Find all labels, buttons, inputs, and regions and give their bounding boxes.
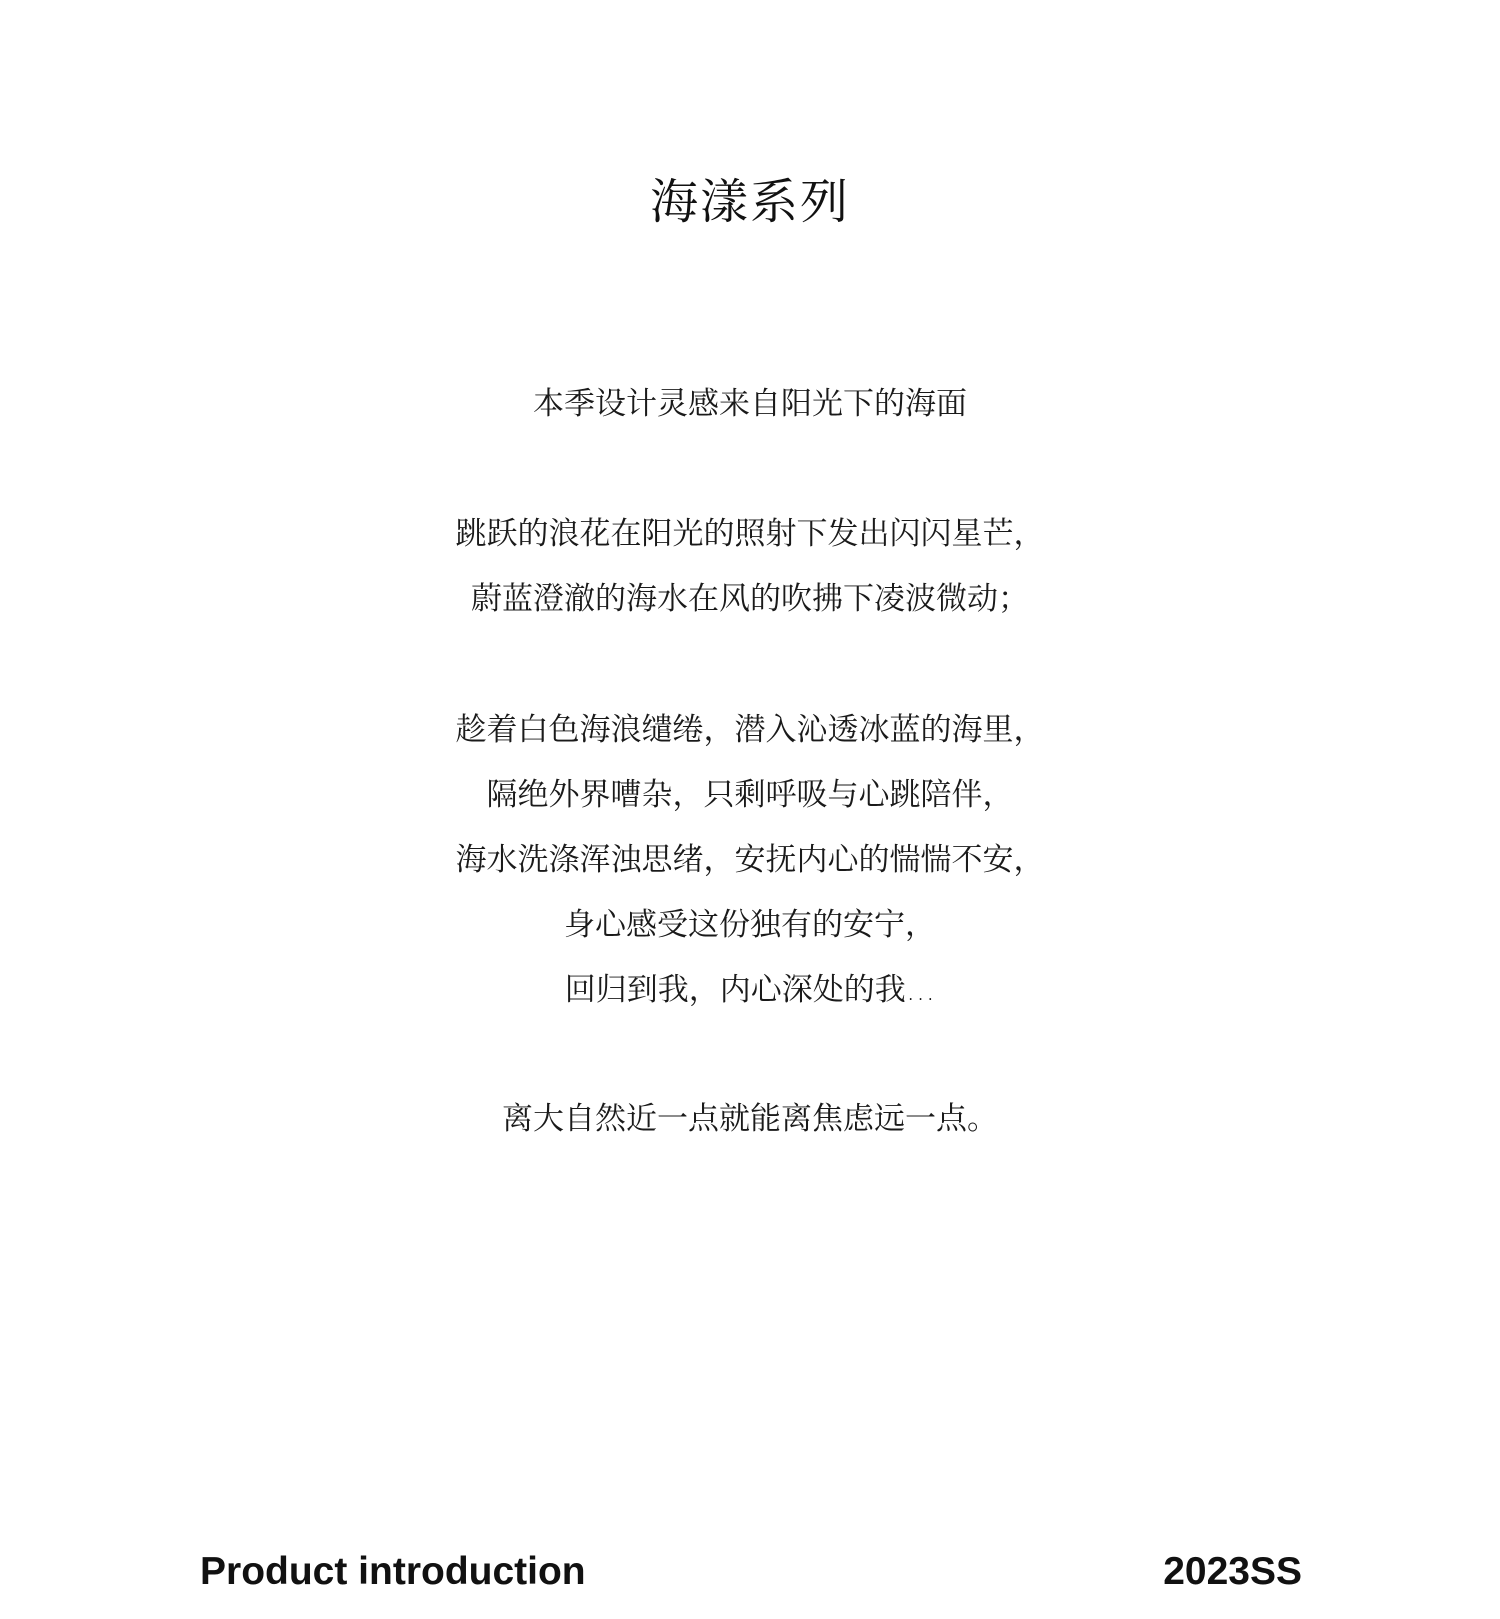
poem-stanza-4 <box>0 1087 1500 1152</box>
poem-stanza-1 <box>0 372 1500 437</box>
poem-line: 回归到我，内心深处的我... <box>564 972 936 1008</box>
poem-line: 蔚蓝澄澈的海水在风的吹拂下凌波微动； <box>471 581 1029 617</box>
poem-stanza-2 <box>0 502 1500 632</box>
poem-line: 海水洗涤浑浊思绪，安抚内心的惴惴不安， <box>455 842 1045 878</box>
poem-stanza-3 <box>0 698 1500 1023</box>
footer-season-label: 2023SS <box>1163 1550 1302 1593</box>
poem-line: 离大自然近一点就能离焦虑远一点。 <box>502 1101 998 1137</box>
poem-line: 趁着白色海浪缱绻，潜入沁透冰蓝的海里， <box>455 712 1045 748</box>
poem-line: 隔绝外界嘈杂，只剩呼吸与心跳陪伴， <box>486 777 1014 813</box>
poem-line: 跳跃的浪花在阳光的照射下发出闪闪星芒， <box>455 516 1045 552</box>
footer-product-introduction: Product introduction <box>200 1550 586 1593</box>
poem-line: 本季设计灵感来自阳光下的海面 <box>533 386 967 422</box>
poem-line: 身心感受这份独有的安宁， <box>564 907 936 943</box>
page-title: 海漾系列 <box>649 174 850 230</box>
